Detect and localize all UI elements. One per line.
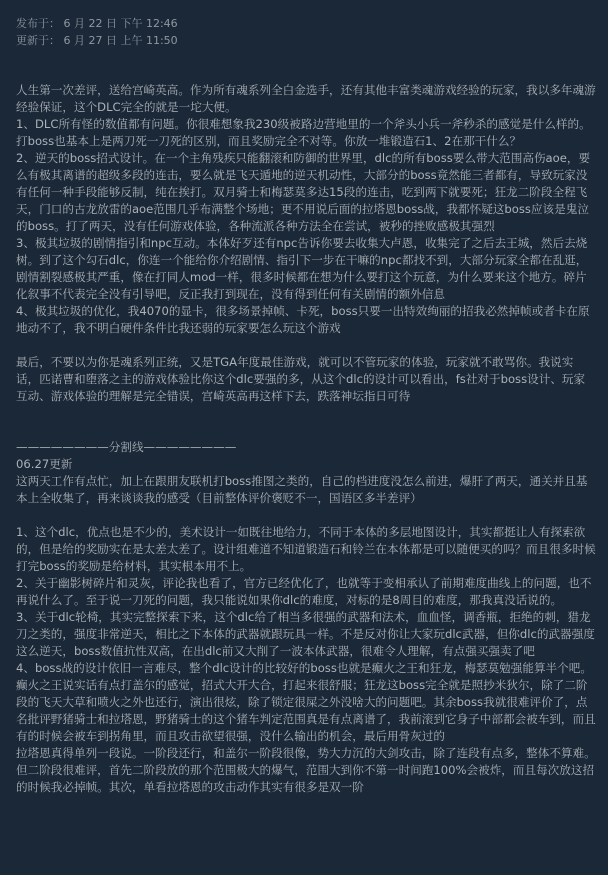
spacer (16, 405, 596, 439)
update-date: 06.27更新 (16, 457, 73, 471)
update-point-5: 拉塔恩真得单列一段说。一阶段还行，和盖尔一阶段很像，势大力沉的大剑攻击，除了连段有点多，整体不算难。但二阶段很难评，首先二阶段放的那个范围极大的爆气，范围大到你不第一时间跑100%会被炸，而且每次放这招的时候我必掉帧。其次，单看拉塔恩的攻击动作其实有很多是双一阶 (16, 746, 596, 794)
review-closing: 最后，不要以为你是魂系列正统，又是TGA年度最佳游戏，就可以不管玩家的体验，玩家就不敢骂你。我说实话，匹诺曹和堕落之主的游戏体验比你这个dlc要强的多，从这个dlc的设计可以看出，fs社对于boss设计、玩家互动、游戏体验的理解是完全错误，宫崎英高再这样下去，跌落神坛指日可待 (16, 355, 586, 403)
updated-date: 更新于： 6 月 27 日 上午 11:50 (16, 34, 178, 47)
spacer (16, 507, 596, 524)
update-point-4: 4、boss战的设计依旧一言难尽，整个dlc设计的比较好的boss也就是癫火之王和狂龙，梅瑟莫勉强能算半个吧。癫火之王说实话有点打盖尔的感觉，招式大开大合，打起来很舒服；狂龙这boss完全就是照抄米狄尔，除了二阶段的飞天大草和喷火之外也还行，演出很炫，除了锁定很屎之外没啥大的问题吧。其余boss我就很难评价了，点名批评野猪骑士和拉塔恩，野猪骑士的这个猪车判定范围真是有点离谱了，我前滚到它身子中部都会被车到，而且有的时候会被车到拐角里，而且攻击欲望很强，没什么输出的机会，最后用骨灰过的 (16, 661, 596, 743)
update-point-1: 1、这个dlc，优点也是不少的，美术设计一如既往地给力，不同于本体的多层地图设计，其实都挺让人有探索欲的，但是给的奖励实在是太差太差了。设计组难道不知道锻造石和铃兰在本体都是可以随便买的吗？而且很多时候打完boss的奖励是给材料，其实根本用不上。 (16, 525, 596, 573)
review-point-2: 2、逆天的boss招式设计。在一个主角残疾只能翻滚和防御的世界里，dlc的所有boss要么带大范围高伤aoe，要么有极其离谱的超级多段的连击，要么就是飞天遁地的逆天机动性，大部分的boss竟然能三者都有，导致玩家没有任何一种手段能够反制，纯在挨打。双月骑士和梅瑟莫多达15段的连击，吃到两下就要死；狂龙二阶段全程飞天，门口的古龙放雷的aoe范围几乎布满整个场地；更不用说后面的拉塔恩boss战，我都怀疑这boss应该是鬼泣的boss。打了两天，没有任何游戏体验，各种流派各种方法全在尝试，被秒的挫败感极其强烈 (16, 151, 591, 233)
review-point-1: 1、DLC所有怪的数值都有问题。你很难想象我230级被路边营地里的一个斧头小兵一斧秒杀的感觉是什么样的。打boss也基本上是两刀死一刀死的区别，而且奖励完全不对等。你放一堆锻造石1、2在那干什么？ (16, 117, 591, 148)
spacer (16, 337, 596, 354)
update-intro: 这两天工作有点忙，加上在跟朋友联机打boss推图之类的，自己的档进度没怎么前进，爆肝了两天，通关并且基本上全收集了，再来谈谈我的感受（目前整体评价褒贬不一，国语区多半差评） (16, 474, 588, 505)
section-divider: ————————分割线———————— (16, 440, 237, 454)
review-point-3: 3、极其垃圾的剧情指引和npc互动。本体好歹还有npc告诉你要去收集大卢恩，收集完了之后去王城，然后去烧树。到了这个勾石dlc，你连一个能给你介绍剧情、指引下一步在干嘛的npc都找不到，大部分玩家全都在乱逛，剧情割裂感极其严重，像在打同人mod一样，很多时候都在想为什么要打这个玩意，为什么要来这个地方。碎片化叙事不代表完全没有引导吧，反正我打到现在，没有得到任何有关剧情的额外信息 (16, 236, 588, 301)
update-point-3: 3、关于dlc轮椅，其实完整探索下来，这个dlc给了相当多很强的武器和法术，血血怪，调香瓶，拒绝的刺，猎龙刀之类的，强度非常逆天，相比之下本体的武器就跟玩具一样。不是反对你让大家玩dlc武器，但你dlc的武器强度这么逆天，boss数值抗性双高，在出dlc前又大削了一波本体武器，很难令人理解，有点强买强卖了吧 (16, 610, 595, 658)
review-point-4: 4、极其垃圾的优化，我4070的显卡，很多场景掉帧、卡死，boss只要一出特效绚丽的招我必然掉帧或者卡在原地动不了，我不明白硬件条件比我还弱的玩家要怎么玩这个游戏 (16, 304, 590, 335)
review-intro: 人生第一次差评，送给宫崎英高。作为所有魂系列全白金选手，还有其他丰富类魂游戏经验的玩家，我以多年魂游经验保证，这个DLC完全的就是一坨大便。 (16, 83, 596, 114)
review-meta (16, 15, 596, 49)
review-body (16, 82, 596, 796)
update-point-2: 2、关于幽影树碎片和灵灰，评论我也看了，官方已经优化了，也就等于变相承认了前期难度曲线上的问题，也不再说什么了。至于说一刀死的问题，我只能说如果你dlc的难度，对标的是8周目的难度，那我真没话说的。 (16, 576, 592, 607)
posted-date: 发布于： 6 月 22 日 下午 12:46 (16, 17, 178, 30)
